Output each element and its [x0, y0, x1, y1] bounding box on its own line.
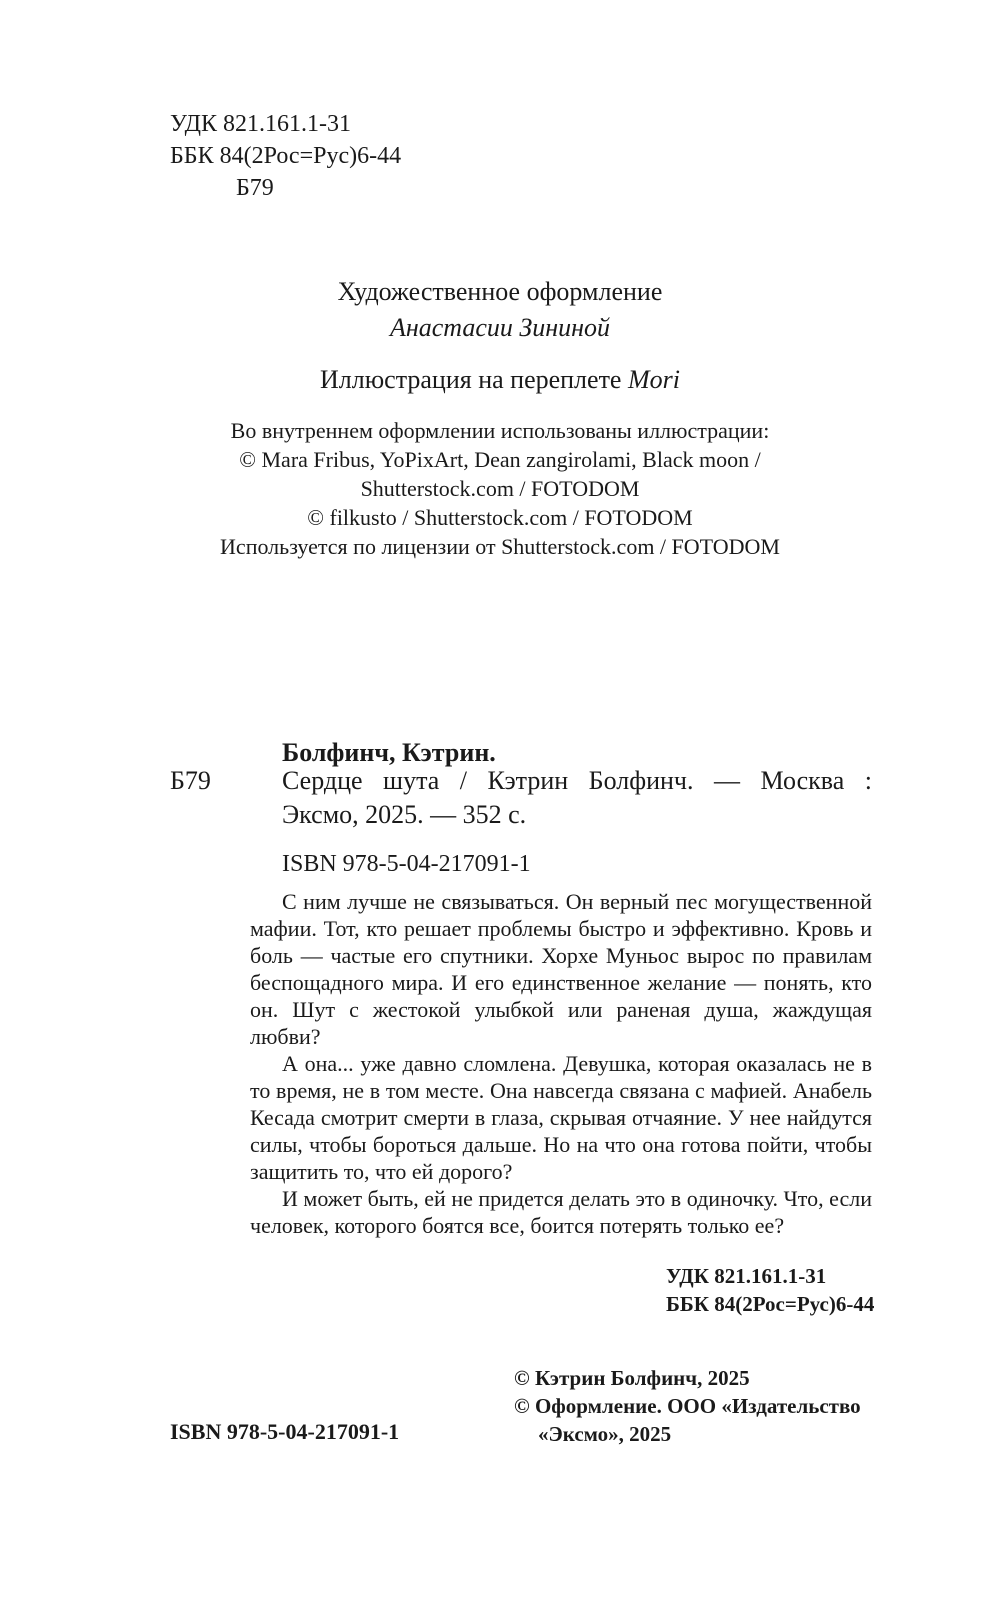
- annotation-paragraph: И может быть, ей не придется делать это в одиночку. Что, если человек, которого боятся все, боится потерять только ее?: [250, 1186, 872, 1238]
- bbk-code: ББК 84(2Рос=Рус)6-44: [170, 143, 402, 169]
- catalog-title-line: Сердце шута / Кэтрин Болфинч. — Москва :: [282, 766, 872, 795]
- credit-line: © Mara Fribus, YoPixArt, Dean zangirolami, Black moon /: [239, 447, 761, 472]
- copyright-author: © Кэтрин Болфинч, 2025: [514, 1366, 750, 1390]
- credit-line: © filkusto / Shutterstock.com / FOTODOM: [307, 505, 693, 530]
- catalog-isbn: ISBN 978-5-04-217091-1: [282, 851, 531, 877]
- cover-illustration-credit: [150, 362, 850, 398]
- credit-line: Во внутреннем оформлении использованы иллюстрации:: [230, 418, 770, 443]
- interior-illustration-credits: [150, 416, 850, 561]
- catalog-publisher-line: Эксмо, 2025. — 352 с.: [282, 800, 527, 829]
- annotation-paragraph: С ним лучше не связываться. Он верный пес могущественной мафии. Тот, кто решает проблемы быстро и эффективно. Кровь и боль — частые его спутники. Хорхе Муньос вырос по правилам беспощадного мира. И его единственное желание — понять, кто он. Шут с жестокой улыбкой или раненая душа, жаждущая любви?: [250, 889, 872, 1049]
- catalog-author: Болфинч, Кэтрин.: [282, 738, 496, 767]
- bottom-classification-codes: [666, 1262, 874, 1318]
- udk-code-bottom: УДК 821.161.1-31: [666, 1264, 827, 1288]
- copyright-notices: [514, 1364, 884, 1448]
- udk-code: УДК 821.161.1-31: [170, 111, 351, 137]
- credit-line: Shutterstock.com / FOTODOM: [360, 476, 640, 501]
- copyright-design: © Оформление. ООО «Издательство «Эксмо», 2025: [514, 1394, 861, 1446]
- cover-illustration-label: Иллюстрация на переплете: [320, 365, 622, 394]
- design-credit: [150, 274, 850, 346]
- top-classification-codes: [170, 108, 401, 204]
- bbk-code-bottom: ББК 84(2Рос=Рус)6-44: [666, 1292, 875, 1316]
- author-mark: Б79: [236, 175, 274, 201]
- designer-name: Анастасии Зининой: [389, 313, 611, 342]
- cover-illustration-artist: Mori: [627, 365, 680, 394]
- book-annotation: [250, 888, 872, 1239]
- catalog-code: Б79: [170, 766, 211, 795]
- isbn-bottom: ISBN 978-5-04-217091-1: [170, 1419, 400, 1444]
- credit-line: Используется по лицензии от Shutterstock.com / FOTODOM: [220, 534, 780, 559]
- design-label: Художественное оформление: [337, 277, 663, 306]
- annotation-paragraph: А она... уже давно сломлена. Девушка, которая оказалась не в то время, не в том месте. Она навсегда связана с мафией. Анабель Кесада смотрит смерти в глаза, скрывая отчаяние. У нее найдутся силы, чтобы бороться дальше. Но на что она готова пойти, чтобы защитить то, что ей дорого?: [250, 1051, 872, 1184]
